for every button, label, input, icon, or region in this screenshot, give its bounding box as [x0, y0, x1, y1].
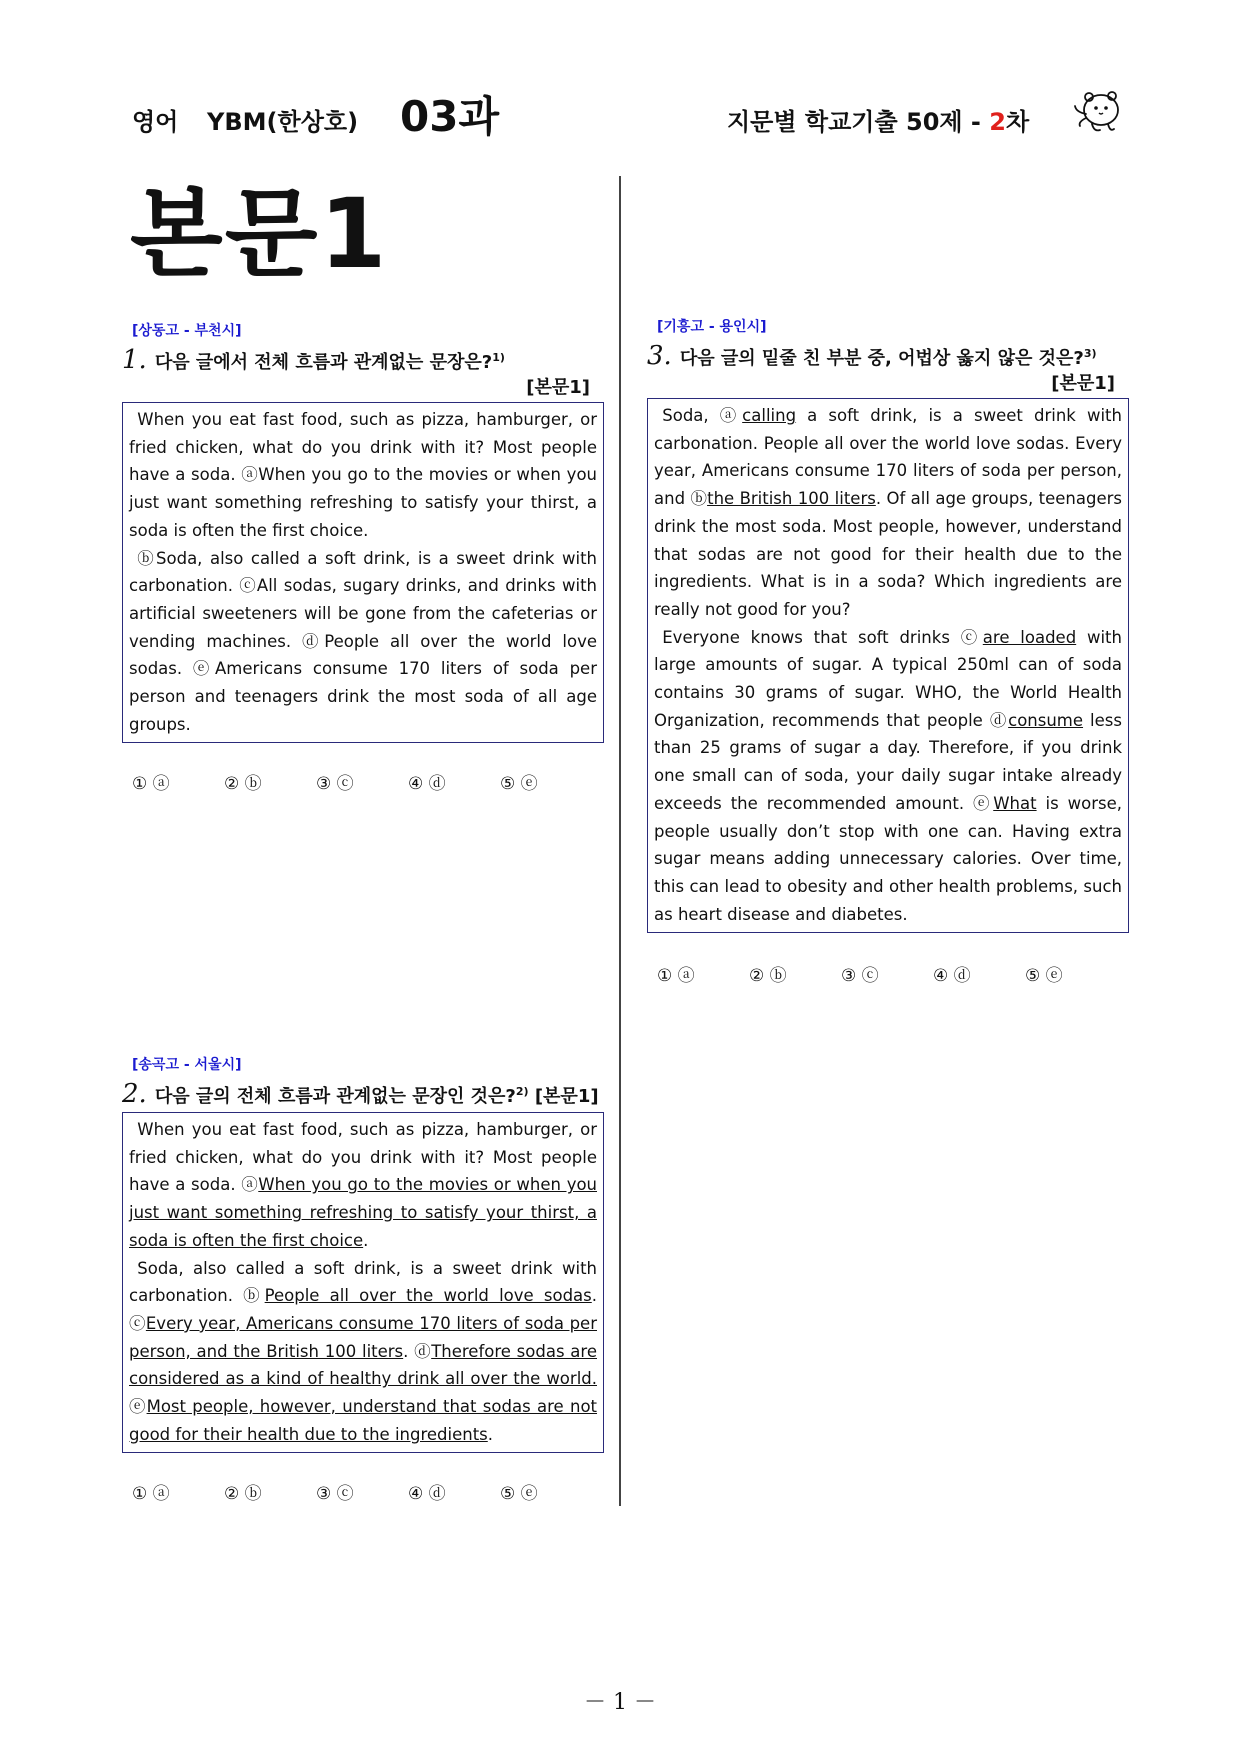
question-prompt-line — [122, 1076, 604, 1108]
passage-box — [647, 398, 1129, 933]
footnote-marker: 1) — [492, 351, 505, 364]
subject-label: 영어 — [132, 108, 179, 136]
question-prompt: 다음 글에서 전체 흐름과 관계없는 문장은? — [154, 352, 493, 373]
answer-choice[interactable]: ③ ⓒ — [841, 966, 879, 987]
underlined-text: are loaded — [982, 627, 1077, 647]
passage-text: . Of all age groups, teenagers drink the most soda. Most people, however, understand that sodas are not good for their health due to the ingredients. What is in a soda? Which ingredients are really not good for you? — [654, 489, 1122, 619]
question-2 — [122, 1054, 604, 1504]
question-number: 2. — [122, 1079, 147, 1109]
passage-text: ⓔ — [129, 1397, 147, 1417]
answer-choice[interactable]: ⑤ ⓔ — [500, 1484, 538, 1505]
underlined-text: People all over the world love sodas — [264, 1286, 592, 1306]
answer-choice[interactable]: ② ⓑ — [749, 966, 787, 987]
passage-paragraph — [129, 1255, 597, 1449]
question-1 — [122, 320, 604, 794]
passage-text: Everyone knows that soft drinks ⓒ — [662, 627, 983, 647]
passage-text: . ⓓ — [403, 1341, 432, 1361]
answer-choice[interactable]: ④ ⓓ — [933, 966, 971, 987]
passage-text: less than 25 grams of sugar a day. Therefore, if you drink one small can of soda, your daily sugar intake already exceeds the recommended amount. ⓔ — [654, 710, 1122, 813]
passage-text: . ⓒ — [129, 1286, 598, 1333]
question-3 — [647, 316, 1129, 986]
answer-choice[interactable]: ④ ⓓ — [408, 774, 446, 795]
answer-choices — [132, 769, 604, 794]
passage-paragraph — [129, 1116, 597, 1255]
footnote-marker: 3) — [1083, 347, 1097, 360]
question-number: 3. — [647, 341, 672, 371]
passage-text: . — [363, 1230, 369, 1250]
passage-box — [122, 402, 604, 743]
passage-text: Soda, also called a soft drink, is a sweet drink with carbonation. ⓑ — [129, 1258, 597, 1306]
underlined-text: calling — [742, 406, 797, 425]
underlined-text: Therefore sodas are considered as a kind of healthy drink all over the world. — [129, 1341, 597, 1389]
question-prompt: 다음 글의 밑줄 친 부분 중, 어법상 옳지 않은 것은? — [679, 348, 1084, 369]
passage-tag: [본문1] — [534, 1086, 599, 1107]
series-label — [727, 102, 1029, 137]
column-divider — [619, 176, 621, 1506]
answer-choice[interactable]: ② ⓑ — [224, 774, 262, 795]
passage-text: ⓑSoda, also called a soft drink, is a sweet drink with carbonation. ⓒAll sodas, sugary drinks, and drinks with artificial sweeteners will be gone from the cafeterias or vending machines. ⓓPeople all over the world love sodas. ⓔAmericans consume 170 liters of soda per person and teenagers drink the most soda of all age groups. — [129, 548, 597, 734]
round-number: 2 — [989, 108, 1006, 136]
answer-choice[interactable]: ③ ⓒ — [316, 774, 354, 795]
underlined-text: the British 100 liters — [707, 489, 876, 509]
underlined-text: consume — [1008, 710, 1084, 730]
answer-choice[interactable]: ③ ⓒ — [316, 1484, 354, 1505]
underlined-text: Most people, however, understand that sodas are not good for their health due to the ingredients — [129, 1397, 598, 1444]
passage-box — [122, 1112, 604, 1453]
passage-paragraph — [654, 402, 1122, 624]
underlined-text: Every year, Americans consume 170 liters of soda per person, and the British 100 liters — [129, 1313, 597, 1361]
passage-tag: [본문1] — [1051, 373, 1115, 394]
answer-choices — [657, 961, 1129, 986]
passage-text: with large amounts of sugar. A typical 250ml can of soda contains 30 grams of sugar. WHO, the World Health Organization, recommends that people ⓓ — [654, 627, 1122, 730]
question-prompt-line — [122, 342, 604, 374]
underlined-text: What — [993, 793, 1037, 813]
lesson-label: 03과 — [400, 92, 500, 141]
question-source: [송곡고 - 서울시] — [132, 1057, 242, 1073]
passage-paragraph — [654, 624, 1122, 929]
round-suffix: 차 — [1005, 108, 1030, 136]
answer-choice[interactable]: ⑤ ⓔ — [1025, 966, 1063, 987]
underlined-text: When you go to the movies or when you just want something refreshing to satisfy your thirst, a soda is often the first choice — [129, 1175, 598, 1250]
passage-text: . — [487, 1424, 494, 1444]
page-number: － 1 － — [584, 1690, 656, 1715]
passage-text: When you eat fast food, such as pizza, hamburger, or fried chicken, what do you drink with it? Most people have a soda. ⓐ — [129, 1120, 597, 1195]
passage-paragraph — [129, 545, 597, 739]
question-source: [기흥고 - 용인시] — [657, 319, 767, 335]
question-number: 1. — [122, 345, 147, 375]
question-source: [상동고 - 부천시] — [132, 323, 242, 339]
answer-choice[interactable]: ⑤ ⓔ — [500, 774, 538, 795]
passage-text: Soda, ⓐ — [662, 406, 743, 425]
answer-choice[interactable]: ④ ⓓ — [408, 1484, 446, 1505]
passage-paragraph — [129, 406, 597, 545]
answer-choice[interactable]: ① ⓐ — [132, 1484, 170, 1505]
section-title: 본문1 — [130, 178, 389, 290]
series-prefix: 지문별 학교기출 50제 - — [727, 108, 981, 136]
answer-choice[interactable]: ② ⓑ — [224, 1484, 262, 1505]
footnote-marker: 2) — [515, 1085, 529, 1098]
passage-text: is worse, people usually don’t stop with one can. Having extra sugar means adding unnecessary calories. Over time, this can lead to obesity and other health problems, such as heart disease and diabetes. — [654, 793, 1122, 924]
mascot-icon — [1072, 86, 1124, 134]
question-prompt: 다음 글의 전체 흐름과 관계없는 문장인 것은? — [154, 1086, 516, 1107]
passage-tag: [본문1] — [526, 377, 590, 398]
passage-text: a soft drink, is a sweet drink with carbonation. People all over the world love sodas. Every year, Americans consume 170 liters of soda per person, and ⓑ — [654, 406, 1122, 509]
passage-text: When you eat fast food, such as pizza, hamburger, or fried chicken, what do you drink with it? Most people have a soda. ⓐWhen you go to the movies or when you just want something refreshing to satisfy your thirst, a soda is often the first choice. — [129, 410, 597, 540]
answer-choice[interactable]: ① ⓐ — [132, 774, 170, 795]
answer-choices — [132, 1479, 604, 1504]
question-prompt-line — [647, 338, 1129, 370]
page-header — [0, 78, 1240, 148]
publisher-label: YBM(한상호) — [207, 108, 359, 136]
answer-choice[interactable]: ① ⓐ — [657, 966, 695, 987]
